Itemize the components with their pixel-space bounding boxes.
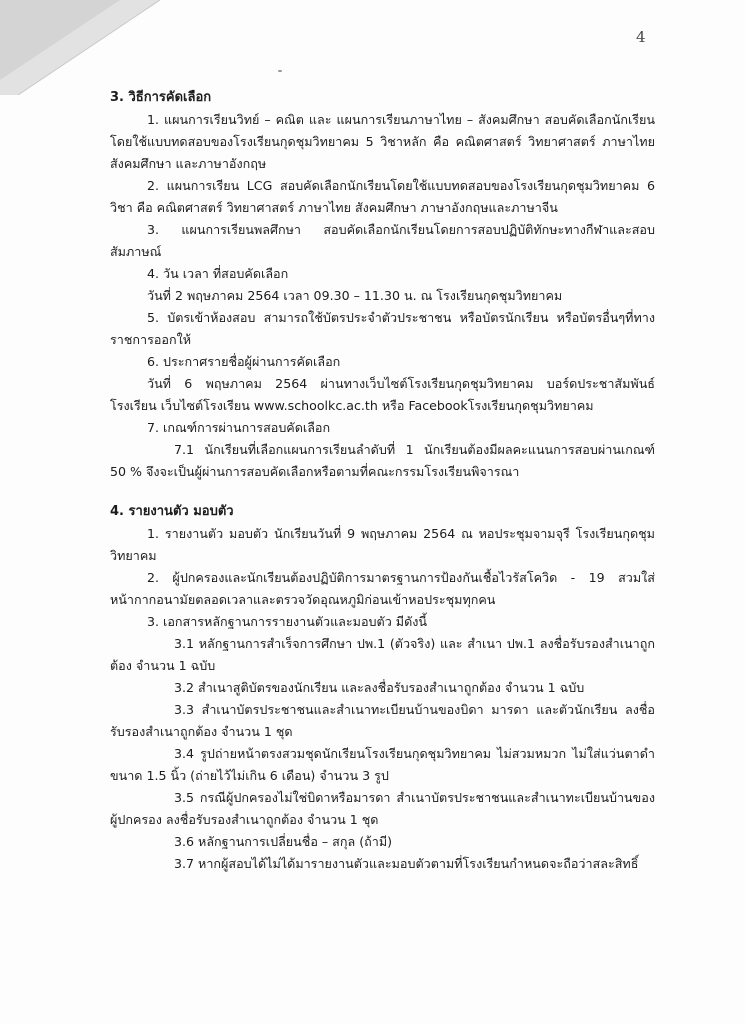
paragraph: วันที่ 2 พฤษภาคม 2564 เวลา 09.30 – 11.30 น. ณ โรงเรียนกุดชุมวิทยาคม [147,288,563,303]
paragraph: 3.6 หลักฐานการเปลี่ยนชื่อ – สกุล (ถ้ามี) [174,834,393,849]
paragraph: 2. แผนการเรียน LCG สอบคัดเลือกนักเรียนโดยใช้แบบทดสอบของโรงเรียนกุดชุมวิทยาคม 6 วิชา คือ คณิตศาสตร์ วิทยาศาสตร์ ภาษาไทย สังคมศึกษา ภาษาอังกฤษและภาษาจีน [110,178,655,215]
paragraph: 4. วัน เวลา ที่สอบคัดเลือก [147,266,289,281]
paragraph: 3.5 กรณีผู้ปกครองไม่ใช่บิดาหรือมารดา สำเนาบัตรประชาชนและสำเนาทะเบียนบ้านของผู้ปกครอง ลงชื่อรับรองสำเนาถูกต้อง จำนวน 1 ชุด [110,790,655,827]
paragraph: 3.4 รูปถ่ายหน้าตรงสวมชุดนักเรียนโรงเรียนกุดชุมวิทยาคม ไม่สวมหมวก ไม่ใส่แว่นตาดำ ขนาด 1.5 นิ้ว (ถ่ายไว้ไม่เกิน 6 เดือน) จำนวน 3 รูป [110,746,655,783]
paragraph: 7. เกณฑ์การผ่านการสอบคัดเลือก [147,420,331,435]
page-number: 4 [636,28,646,46]
paragraph: 3.1 หลักฐานการสำเร็จการศึกษา ปพ.1 (ตัวจริง) และ สำเนา ปพ.1 ลงชื่อรับรองสำเนาถูกต้อง จำนวน 1 ฉบับ [110,636,655,673]
section-selection-method [110,87,655,483]
section-heading: 4. รายงานตัว มอบตัว [110,504,234,519]
section-heading: 3. วิธีการคัดเลือก [110,90,212,105]
paragraph: 3. แผนการเรียนพลศึกษา สอบคัดเลือกนักเรียนโดยการสอบปฏิบัติทักษะทางกีฬาและสอบสัมภาษณ์ [110,222,655,259]
paragraph: 1. รายงานตัว มอบตัว นักเรียนวันที่ 9 พฤษภาคม 2564 ณ หอประชุมจามจุรี โรงเรียนกุดชุมวิทยาคม [110,526,655,563]
paragraph: 3. เอกสารหลักฐานการรายงานตัวและมอบตัว มีดังนี้ [147,614,428,629]
paragraph: 6. ประกาศรายชื่อผู้ผ่านการคัดเลือก [147,354,341,369]
scan-smudge [278,70,282,72]
paragraph: 3.2 สำเนาสูติบัตรของนักเรียน และลงชื่อรับรองสำเนาถูกต้อง จำนวน 1 ฉบับ [174,680,585,695]
section-registration [110,501,655,875]
scan-corner-shadow [0,0,160,95]
section-gap [110,483,655,501]
paragraph: วันที่ 6 พฤษภาคม 2564 ผ่านทางเว็บไซต์โรงเรียนกุดชุมวิทยาคม บอร์ดประชาสัมพันธ์โรงเรียน เว็บไซต์โรงเรียน www.schoolkc.ac.th หรือ Facebookโรงเรียนกุดชุมวิทยาคม [110,376,655,413]
paragraph: 3.3 สำเนาบัตรประชาชนและสำเนาทะเบียนบ้านของบิดา มารดา และตัวนักเรียน ลงชื่อรับรองสำเนาถูกต้อง จำนวน 1 ชุด [110,702,655,739]
paragraph: 5. บัตรเข้าห้องสอบ สามารถใช้บัตรประจำตัวประชาชน หรือบัตรนักเรียน หรือบัตรอื่นๆที่ทางราชการออกให้ [110,310,655,347]
document-body [110,87,655,875]
paragraph: 1. แผนการเรียนวิทย์ – คณิต และ แผนการเรียนภาษาไทย – สังคมศึกษา สอบคัดเลือกนักเรียนโดยใช้แบบทดสอบของโรงเรียนกุดชุมวิทยาคม 5 วิชาหลัก คือ คณิตศาสตร์ วิทยาศาสตร์ ภาษาไทย สังคมศึกษา และภาษาอังกฤษ [110,112,655,171]
paragraph: 3.7 หากผู้สอบได้ไม่ได้มารายงานตัวและมอบตัวตามที่โรงเรียนกำหนดจะถือว่าสละสิทธิ์ [174,856,639,871]
paragraph: 7.1 นักเรียนที่เลือกแผนการเรียนลำดับที่ 1 นักเรียนต้องมีผลคะแนนการสอบผ่านเกณฑ์ 50 % จึงจะเป็นผู้ผ่านการสอบคัดเลือกหรือตามที่คณะกรรมโรงเรียนพิจารณา [110,442,655,479]
paragraph: 2. ผู้ปกครองและนักเรียนต้องปฏิบัติการมาตรฐานการป้องกันเชื้อไวรัสโควิด - 19 สวมใส่หน้ากากอนามัยตลอดเวลาและตรวจวัดอุณหภูมิก่อนเข้าหอประชุมทุกคน [110,570,655,607]
